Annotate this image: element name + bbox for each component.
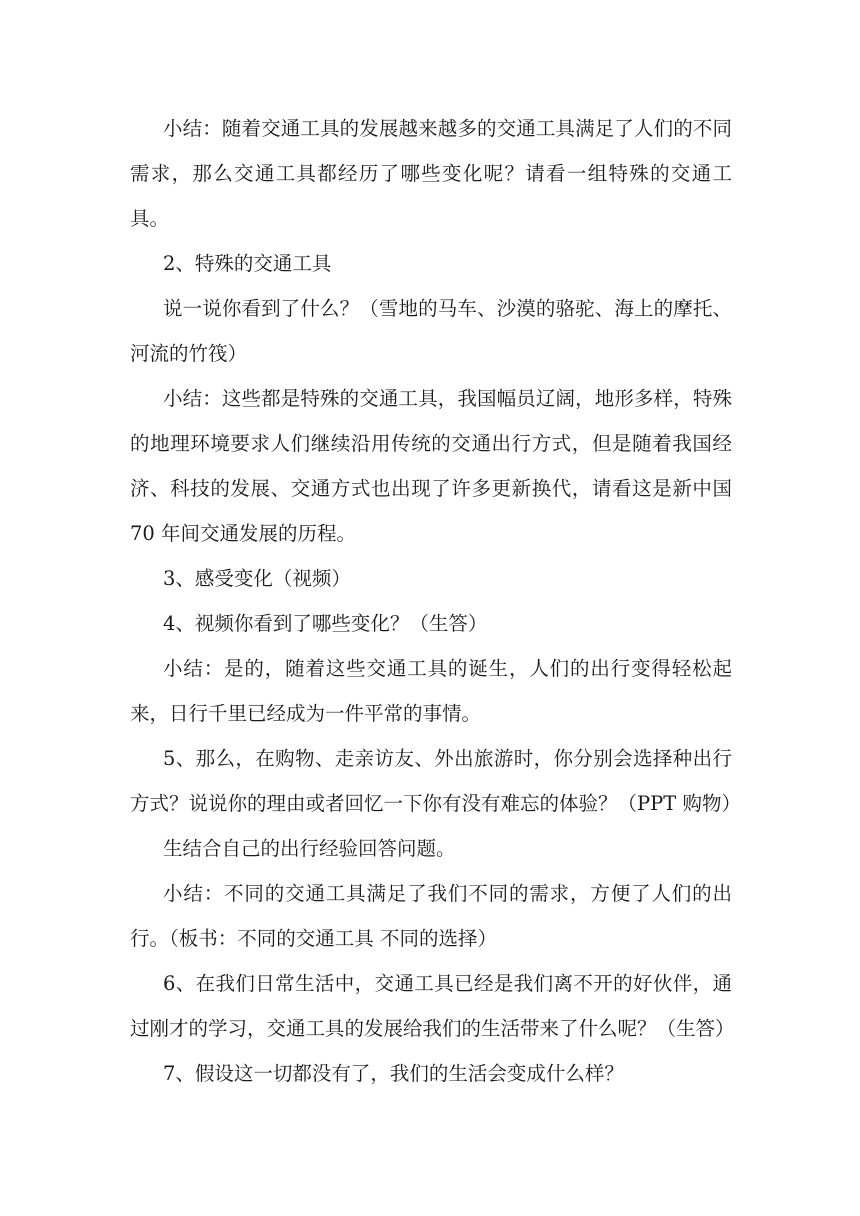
student-answer-paragraph: 生结合自己的出行经验回答问题。 xyxy=(163,837,456,860)
question-paragraph: 说一说你看到了什么？（雪地的马车、沙漠的骆驼、海上的摩托、河流的竹筏） xyxy=(130,297,732,365)
section-paragraph-6: 6、在我们日常生活中，交通工具已经是我们离不开的好伙伴，通过刚才的学习，交通工具的发展给我们的生活带来了什么呢？（生答） xyxy=(130,972,735,1040)
section-heading-4: 4、视频你看到了哪些变化？（生答） xyxy=(163,612,488,635)
section-paragraph-7: 7、假设这一切都没有了，我们的生活会变成什么样？ xyxy=(163,1062,624,1085)
section-heading-2: 2、特殊的交通工具 xyxy=(163,252,332,275)
summary-paragraph-4: 小结：不同的交通工具满足了我们不同的需求，方便了人们的出行。（板书：不同的交通工具 不同的选择） xyxy=(130,882,732,950)
section-paragraph-5: 5、那么，在购物、走亲访友、外出旅游时，你分别会选择种出行方式？说说你的理由或者回忆一下你有没有难忘的体验？（PPT 购物） xyxy=(130,747,741,815)
summary-paragraph-1: 小结：随着交通工具的发展越来越多的交通工具满足了人们的不同需求，那么交通工具都经历了哪些变化呢？请看一组特殊的交通工具。 xyxy=(130,117,732,230)
document-page xyxy=(130,106,741,1096)
summary-paragraph-3: 小结：是的，随着这些交通工具的诞生，人们的出行变得轻松起来，日行千里已经成为一件平常的事情。 xyxy=(130,657,732,725)
summary-paragraph-2: 小结：这些都是特殊的交通工具，我国幅员辽阔，地形多样，特殊的地理环境要求人们继续沿用传统的交通出行方式，但是随着我国经济、科技的发展、交通方式也出现了许多更新换代，请看这是新中国 70 年间交通发展的历程。 xyxy=(130,387,732,545)
section-heading-3: 3、感受变化（视频） xyxy=(163,567,351,590)
